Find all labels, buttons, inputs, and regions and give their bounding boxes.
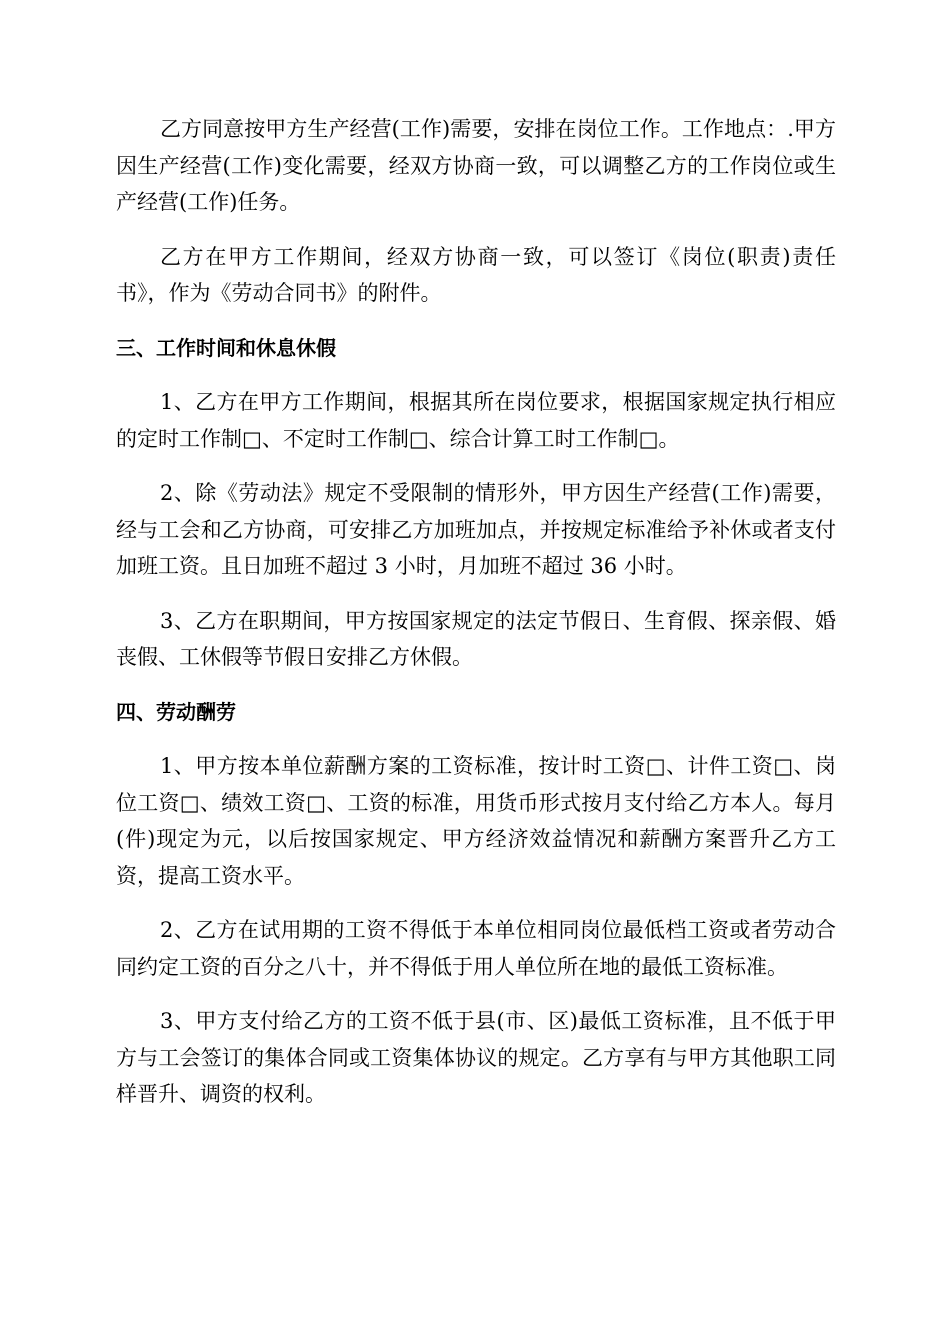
paragraph-holidays: 3、乙方在职期间，甲方按国家规定的法定节假日、生育假、探亲假、婚丧假、工休假等节假日安排乙方休假。 — [116, 608, 836, 669]
section-heading-work-time: 三、工作时间和休息休假 — [116, 335, 336, 360]
document-page — [116, 111, 836, 1131]
paragraph-probation-wage: 2、乙方在试用期的工资不得低于本单位相同岗位最低档工资或者劳动合同约定工资的百分之八十，并不得低于用人单位所在地的最低工资标准。 — [116, 918, 836, 979]
paragraph-minimum-wage: 3、甲方支付给乙方的工资不低于县(市、区)最低工资标准，且不低于甲方与工会签订的集体合同或工资集体协议的规定。乙方享有与甲方其他职工同样晋升、调资的权利。 — [116, 1009, 836, 1106]
paragraph-responsibility-letter: 乙方在甲方工作期间，经双方协商一致，可以签订《岗位(职责)责任书》，作为《劳动合同书》的附件。 — [116, 244, 836, 305]
paragraph-wage-standard: 1、甲方按本单位薪酬方案的工资标准，按计时工资□、计件工资□、岗位工资□、绩效工资□、工资的标准，用货币形式按月支付给乙方本人。每月(件)现定为元，以后按国家规定、甲方经济效益情况和薪酬方案晋升乙方工资，提高工资水平。 — [116, 754, 836, 888]
paragraph-overtime: 2、除《劳动法》规定不受限制的情形外，甲方因生产经营(工作)需要，经与工会和乙方协商，可安排乙方加班加点，并按规定标准给予补休或者支付加班工资。且日加班不超过 3 小时，月加班不超过 36 小时。 — [116, 481, 836, 578]
paragraph-work-system: 1、乙方在甲方工作期间，根据其所在岗位要求，根据国家规定执行相应的定时工作制□、不定时工作制□、综合计算工时工作制□。 — [116, 390, 836, 451]
paragraph-work-location: 乙方同意按甲方生产经营(工作)需要，安排在岗位工作。工作地点：.甲方因生产经营(工作)变化需要，经双方协商一致，可以调整乙方的工作岗位或生产经营(工作)任务。 — [116, 117, 836, 214]
section-heading-remuneration: 四、劳动酬劳 — [116, 699, 236, 724]
